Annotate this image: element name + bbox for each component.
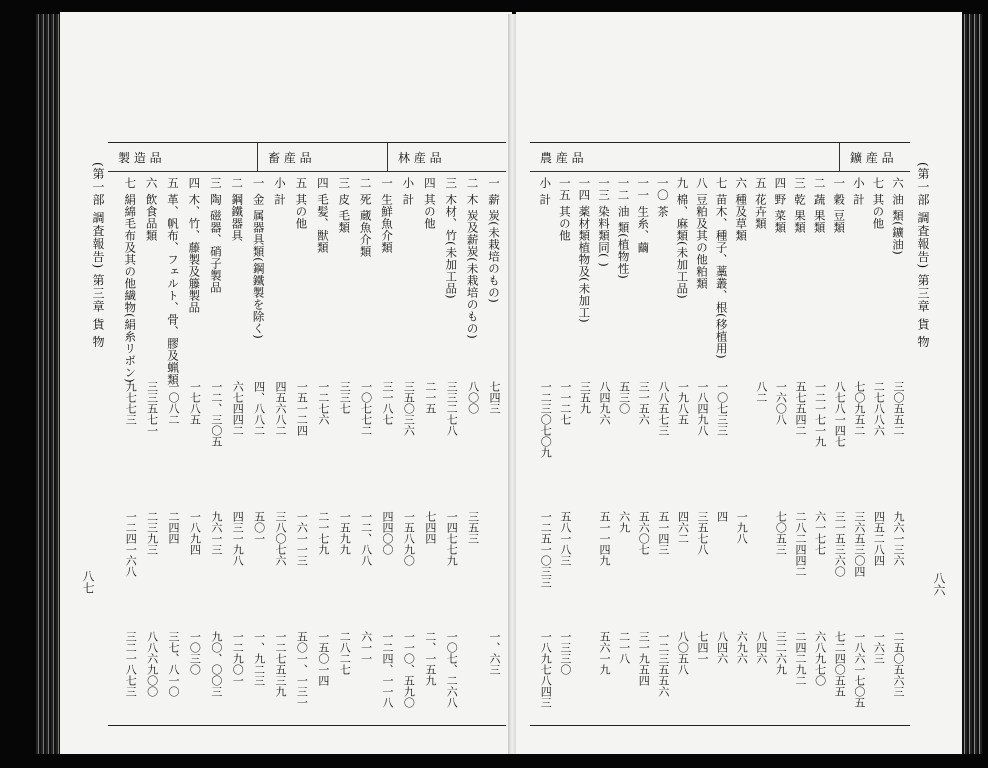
row-value-v2: 三五三 [466, 511, 480, 544]
row-value-v2: 一二五一〇三三 [539, 511, 553, 588]
goods-table-right [530, 142, 910, 726]
row-value-v3: 一五〇一四 [316, 631, 330, 686]
row-value-v1: 八七八一四七 [833, 381, 847, 447]
row-value-v1: 三五九 [578, 381, 592, 414]
row-value-v1: 八四九六 [598, 381, 611, 425]
row-value-v3: 一二三五五六 [656, 631, 670, 697]
row-item-label: 六 油 類(鑛油) [891, 177, 905, 256]
row-value-v1: 八二 [754, 381, 768, 403]
row-value-v2: 五六〇七 [637, 511, 651, 555]
table-row [245, 171, 266, 725]
row-value-v2: 一九八 [735, 511, 749, 544]
table-row [730, 171, 750, 725]
row-item-label: 一二 油 類(植物性) [616, 177, 631, 280]
row-value-v1: 九七七三 [124, 381, 138, 425]
row-value-v1: 三三七 [338, 381, 352, 414]
row-value-v1: 一一二七 [558, 381, 572, 425]
row-value-v2: 四六二 [676, 511, 690, 544]
row-value-v2: 一八九四 [188, 511, 202, 555]
row-item-label: 二 鋼鐵器具 [230, 177, 245, 242]
row-value-v1: 八八五七三 [656, 381, 670, 436]
row-item-label: 三 乾 果類 [793, 177, 807, 234]
row-item-label: 一一 生糸、繭 [636, 177, 651, 254]
row-value-v3: 三七、八一〇 [167, 631, 180, 697]
table-row [788, 171, 808, 725]
row-value-v1: 一〇七七二 [359, 381, 373, 436]
header-livestock-products: 畜 産 品 [268, 150, 312, 165]
row-value-v3: 一二四、一一八 [381, 631, 394, 708]
row-value-v3: 三二六九 [774, 631, 788, 675]
row-value-v1: 四、八八二 [252, 381, 266, 436]
row-value-v1: 五三〇 [617, 381, 631, 414]
row-value-v1: 一二、三〇五 [209, 381, 223, 447]
row-item-label: 一 金 属器具類(鋼鐵製を除く) [251, 177, 266, 340]
row-item-label: 一五 其の他 [557, 177, 572, 242]
table-row [651, 171, 671, 725]
row-value-v2: 四 [715, 511, 729, 522]
table-row [267, 171, 288, 725]
row-item-label: 四 毛髪、獣類 [315, 177, 330, 254]
table-row [181, 171, 202, 725]
row-value-v1: 一二三〇七〇九 [539, 381, 553, 458]
row-value-v2: 二一七九 [316, 511, 330, 555]
row-item-label: 一〇 茶 [655, 177, 670, 218]
row-value-v1: 三五〇三六 [402, 381, 416, 436]
table-row [331, 171, 352, 725]
row-value-v1: 五七五四二 [794, 381, 807, 436]
row-value-v3: 一八六一七〇五 [852, 631, 866, 708]
row-value-v2: 五〇一 [252, 511, 266, 544]
row-value-v1: 四五六八二 [274, 381, 287, 436]
row-value-v2: 三八〇七六 [274, 511, 287, 566]
row-value-v1: 七四三 [488, 381, 501, 414]
table-row [553, 171, 573, 725]
row-value-v1: 一〇八二 [167, 381, 180, 425]
row-value-v1: 八〇〇 [466, 381, 480, 414]
row-value-v1: 一二一七一九 [813, 381, 827, 447]
row-item-label: 九 棉、麻類(未加工品) [675, 177, 690, 300]
row-value-v1: 三一五六 [637, 381, 651, 425]
table-row [459, 171, 480, 725]
row-item-label: 一四 薬材類植物及(未加工) [577, 177, 592, 324]
row-item-label: 二 木 炭及薪炭(未栽培のもの) [465, 177, 480, 340]
row-item-label: 五 革、帆布、フェルト、骨、膠及蝋類 [166, 177, 180, 386]
row-value-v1: 一八四九八 [696, 381, 709, 436]
row-value-v3: 一八九七八四三 [539, 631, 553, 708]
header-mineral-products: 鑛 産 品 [850, 150, 894, 165]
row-value-v3: 五六一九 [598, 631, 611, 675]
row-value-v3: 三一九五四 [637, 631, 651, 686]
row-value-v1: 一〇七三三 [715, 381, 729, 436]
table-row [749, 171, 769, 725]
row-item-label: 一 生鮮魚介類 [380, 177, 394, 254]
row-value-v2: 六九 [617, 511, 631, 533]
row-item-label: 八 豆粕及其の他粕類 [695, 177, 709, 290]
row-value-v3: 七二四〇五五 [833, 631, 847, 697]
row-value-v2: 一二、八八 [359, 511, 373, 566]
row-value-v3: 六八九七〇 [813, 631, 827, 686]
table-row [352, 171, 373, 725]
row-item-label: 四 野 菜類 [773, 177, 788, 234]
table-row [690, 171, 710, 725]
row-item-label: 四 木、竹、藤製及籐製品 [187, 177, 202, 314]
row-value-v2: 一五九九 [338, 511, 352, 555]
row-item-label: 小 計 [538, 177, 553, 206]
row-value-v3: 一、九二三 [252, 631, 266, 686]
row-value-v3: 二五〇五六三 [892, 631, 905, 697]
table-row [138, 171, 159, 725]
row-value-v1: 三三二七八 [445, 381, 459, 436]
row-value-v3: 一〇七、二六八 [445, 631, 459, 708]
header-forest-products: 林 産 品 [398, 150, 442, 165]
row-value-v1: 一六〇八 [774, 381, 788, 425]
row-value-v3: 一〇三〇 [188, 631, 202, 675]
table-row [867, 171, 887, 725]
page-number-right: 八六 [932, 572, 946, 596]
row-item-label: 三 木材、竹(未加工品) [444, 177, 459, 300]
row-value-v2: 七四四 [423, 511, 437, 544]
row-value-v2: 四四〇〇 [381, 511, 394, 555]
table-row [224, 171, 245, 725]
row-value-v2: 三一五三六〇 [833, 511, 847, 577]
row-value-v1: 二一五 [423, 381, 437, 414]
page-number-left: 八七 [81, 570, 95, 594]
goods-table-left [108, 142, 506, 726]
row-value-v2: 一四七七九 [445, 511, 459, 566]
table-row [808, 171, 828, 725]
row-value-v1: 二七八八六 [872, 381, 886, 436]
row-value-v2: 九六一三 [209, 511, 223, 555]
table-row [288, 171, 309, 725]
table-row [438, 171, 459, 725]
table-row [534, 171, 554, 725]
row-value-v3: 八八六九〇〇 [145, 631, 159, 697]
row-value-v3: 一六三 [872, 631, 886, 664]
row-value-v3: 八〇五八 [676, 631, 690, 675]
row-value-v3: 一、六三 [488, 631, 501, 675]
row-value-v3: 三二一八七三 [124, 631, 138, 697]
row-value-v1: 三三五七一 [145, 381, 159, 436]
row-value-v2: 一六一一三 [295, 511, 309, 566]
table-row [769, 171, 789, 725]
row-value-v3: 一二七五三九 [274, 631, 287, 697]
row-value-v3: 六九六 [735, 631, 749, 664]
row-value-v3: 二、一五九 [423, 631, 437, 686]
row-value-v2: 三六五三〇四 [852, 511, 866, 577]
row-value-v2: 二八二四四二 [794, 511, 807, 577]
row-item-label: 三 皮 毛類 [337, 177, 352, 234]
row-value-v3: 八四六 [754, 631, 768, 664]
row-item-label: 五 花卉類 [753, 177, 768, 230]
row-item-label: 四 其の他 [422, 177, 437, 230]
header-manufactured-goods: 製 造 品 [118, 150, 162, 165]
running-head-right: (第一部 調査報告) 第三章 貨 物 [916, 162, 930, 349]
row-value-v3: 一二九〇一 [231, 631, 245, 686]
row-item-label: 小 計 [401, 177, 416, 206]
row-item-label: 一 穀 豆類 [832, 177, 847, 234]
row-value-v2: 五八一八三 [558, 511, 572, 566]
row-value-v1: 一五一二四 [295, 381, 309, 436]
row-item-label: 小 計 [851, 177, 866, 206]
row-item-label: 七 其の他 [871, 177, 886, 230]
row-value-v2: 三五七八 [696, 511, 709, 555]
table-header-left [108, 143, 506, 172]
table-row [592, 171, 612, 725]
right-page [516, 12, 962, 754]
table-row [632, 171, 652, 725]
table-row [395, 171, 416, 725]
table-row [886, 171, 906, 725]
row-value-v3: 二八二七 [338, 631, 352, 675]
row-value-v3: 九〇、〇〇三 [209, 631, 223, 697]
row-item-label: 二 死 蔵魚介類 [358, 177, 373, 258]
row-value-v2: 一五八九〇 [402, 511, 416, 566]
header-agricultural-products: 農 産 品 [540, 150, 584, 165]
row-value-v1: 三一八七 [381, 381, 394, 425]
row-item-label: 五 其の他 [294, 177, 309, 230]
row-value-v2: 二三九三 [145, 511, 159, 555]
table-header-right [530, 143, 910, 172]
row-item-label: 二 蔬 果類 [812, 177, 827, 234]
row-value-v2: 五一一四九 [598, 511, 611, 566]
book-binding-right [962, 14, 982, 754]
row-value-v3: 六一一 [359, 631, 373, 664]
table-row [309, 171, 330, 725]
row-item-label: 六 種及草類 [734, 177, 749, 242]
row-value-v2: 九六一三六 [892, 511, 905, 566]
row-value-v3: 一三三〇 [558, 631, 572, 675]
row-value-v1: 一二七六 [316, 381, 330, 425]
row-value-v3: 一一〇、五九〇 [402, 631, 416, 708]
row-item-label: 七 苗木、種子、藁叢、根(移植用) [714, 177, 729, 360]
row-value-v3: 二一八 [617, 631, 631, 664]
row-item-label: 一 薪 炭(未栽培のもの) [487, 177, 501, 304]
row-value-v3: 二四二九二 [794, 631, 807, 686]
table-row [374, 171, 395, 725]
row-item-label: 六 飲食品類 [144, 177, 159, 242]
row-item-label: 七 絹綿毛布及其の他繊物(絹糸リボン) [123, 177, 138, 384]
left-page [60, 12, 512, 754]
row-value-v1: 三〇五五二 [892, 381, 905, 436]
row-value-v3: 五〇一、一三一 [295, 631, 309, 708]
row-item-label: 一三 染料類同( ) [597, 177, 611, 268]
row-value-v1: 一七八五 [188, 381, 202, 425]
row-value-v3: 七四一 [696, 631, 709, 664]
row-value-v2: 四五二八四 [872, 511, 886, 566]
row-value-v2: 二四四 [167, 511, 180, 544]
row-value-v1: 一九八五 [676, 381, 690, 425]
row-value-v1: 七〇九五二 [852, 381, 866, 436]
table-row [117, 171, 138, 725]
table-row [573, 171, 593, 725]
row-value-v2: 七〇五三 [774, 511, 788, 555]
table-row [612, 171, 632, 725]
row-item-label: 三 陶 磁器、硝子製品 [208, 177, 223, 294]
table-row [828, 171, 848, 725]
table-row [416, 171, 437, 725]
table-row [710, 171, 730, 725]
running-head-left: (第一部 調査報告) 第三章 貨 物 [91, 162, 105, 349]
table-row [671, 171, 691, 725]
row-value-v2: 六一七七 [813, 511, 827, 555]
row-item-label: 小 計 [273, 177, 287, 206]
row-value-v3: 八四六 [715, 631, 729, 664]
row-value-v2: 一二四一六八 [124, 511, 138, 577]
row-value-v1: 六七四四二 [231, 381, 245, 436]
row-value-v2: 五一四三 [656, 511, 670, 555]
table-row [481, 171, 502, 725]
book-binding-left [36, 14, 62, 754]
table-row [202, 171, 223, 725]
table-row [847, 171, 867, 725]
table-row [160, 171, 181, 725]
row-value-v2: 四三一九八 [231, 511, 245, 566]
